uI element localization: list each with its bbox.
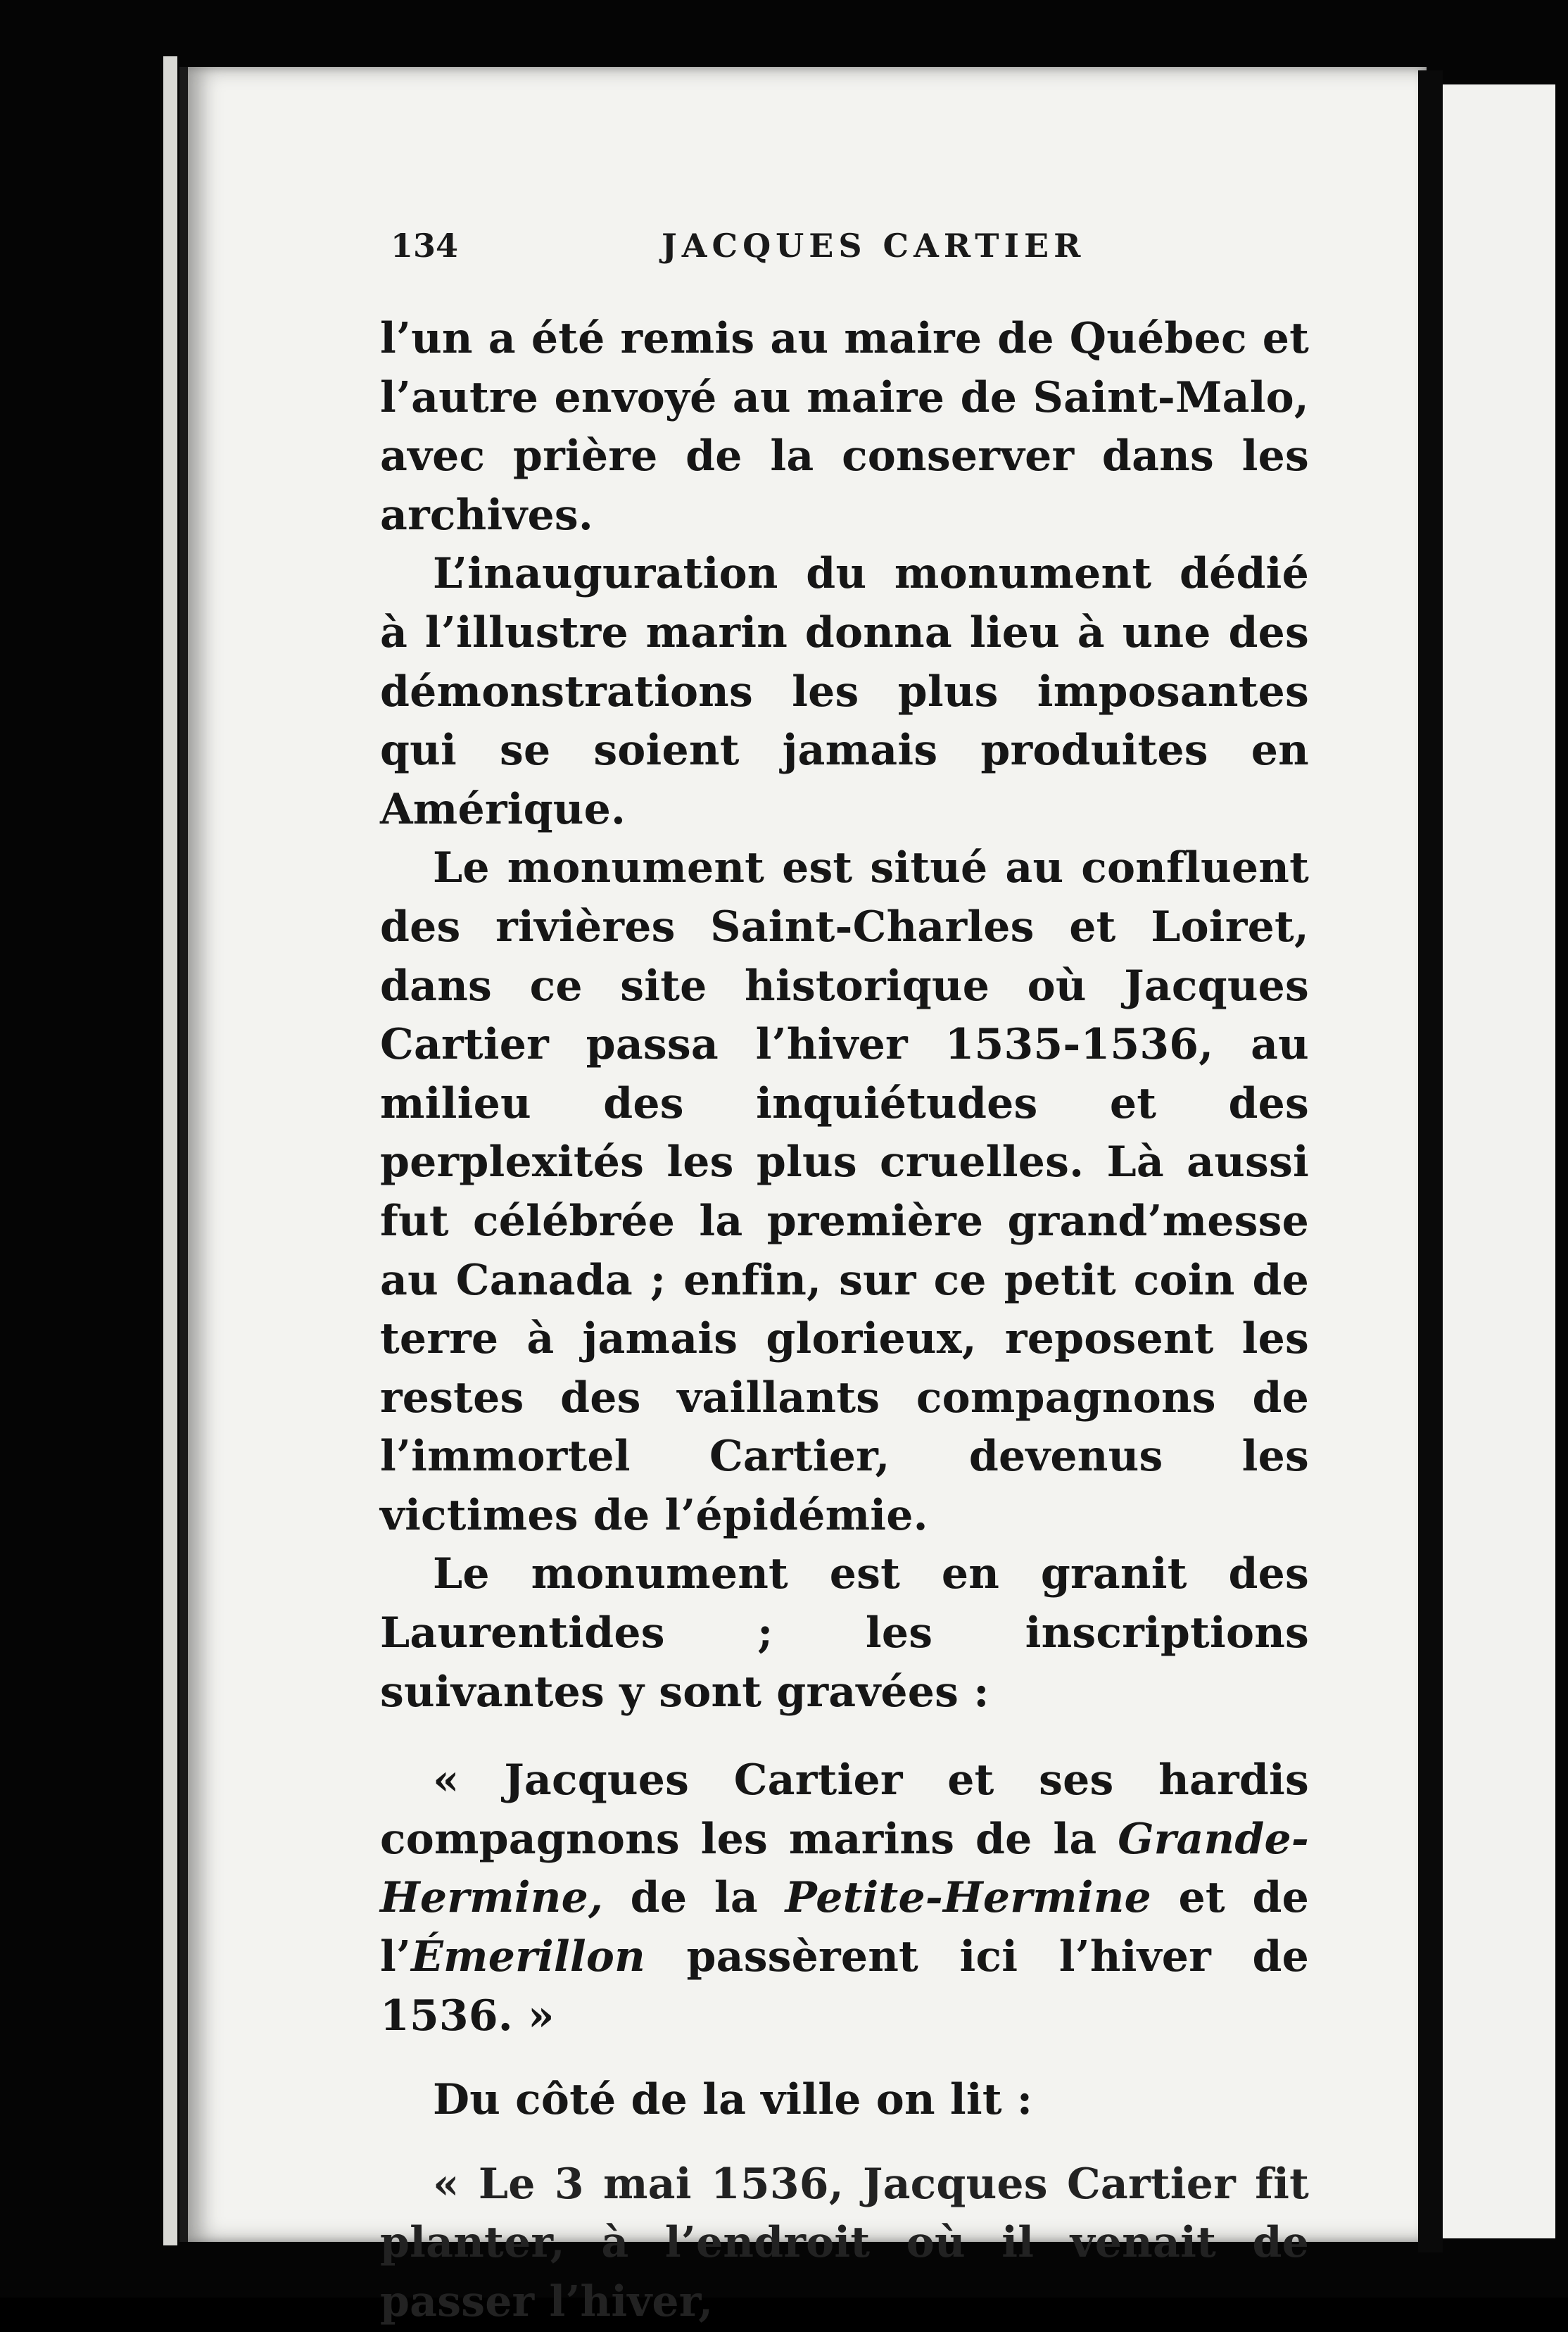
- paragraph-4: Le monument est en granit des Laurentides ; les inscriptions suivantes y sont gravées :: [380, 1549, 1309, 1717]
- page-body: [380, 310, 1309, 2332]
- facing-page-strip: [1443, 84, 1555, 2238]
- page-number: 134: [391, 227, 459, 265]
- ship-name-petite-hermine: Petite-Hermine: [785, 1873, 1151, 1923]
- inscription-text-4: passèrent ici l’hiver de 1536.: [380, 1932, 1309, 2041]
- open-quote-2: «: [433, 2159, 460, 2209]
- inscription-text-3: et de l’: [380, 1873, 1309, 1982]
- running-title: JACQUES CARTIER: [662, 227, 1086, 265]
- ship-name-grande-hermine: Grande-Hermine,: [380, 1814, 1309, 1923]
- inscription-2: [380, 2155, 1309, 2332]
- paragraph-3: Le monument est situé au confluent des rivières Saint-Charles et Loiret, dans ce site historique où Jacques Cartier passa l’hiver 1535-1536, au milieu des inquiétudes et des perplexités les plus cruelles. Là aussi fut célébrée la première grand’messe au Canada ; enfin, sur ce petit coin de terre à jamais glorieux, reposent les restes des vaillants compagnons de l’immortel Cartier, devenus les victimes de l’épidémie.: [380, 843, 1309, 1540]
- ship-name-emerillon: Émerillon: [411, 1932, 645, 1982]
- paragraph-2: L’inauguration du monument dédié à l’illustre marin donna lieu à une des démonstrations les plus imposantes qui se soient jamais produites en Amérique.: [380, 549, 1309, 834]
- page-edge: [163, 56, 177, 2245]
- inscription-1: [380, 1751, 1309, 2046]
- book-gutter: [1418, 70, 1443, 2252]
- inscription-text-2: de la: [603, 1873, 785, 1923]
- open-quote: «: [433, 1756, 460, 1805]
- paragraph-5: Du côté de la ville on lit :: [433, 2075, 1033, 2125]
- paragraph-1: l’un a été remis au maire de Québec et l’autre envoyé au maire de Saint-Malo, avec prière de la conserver dans les archives.: [380, 314, 1309, 540]
- page-header: [391, 227, 1305, 269]
- inscription-2-text: Le 3 mai 1536, Jacques Cartier fit planter, à l’endroit où il venait de passer l’hiver,: [380, 2159, 1309, 2326]
- close-quote: »: [527, 1991, 555, 2041]
- inscription-text-1: Jacques Cartier et ses hardis compagnons les marins de la: [380, 1756, 1309, 1864]
